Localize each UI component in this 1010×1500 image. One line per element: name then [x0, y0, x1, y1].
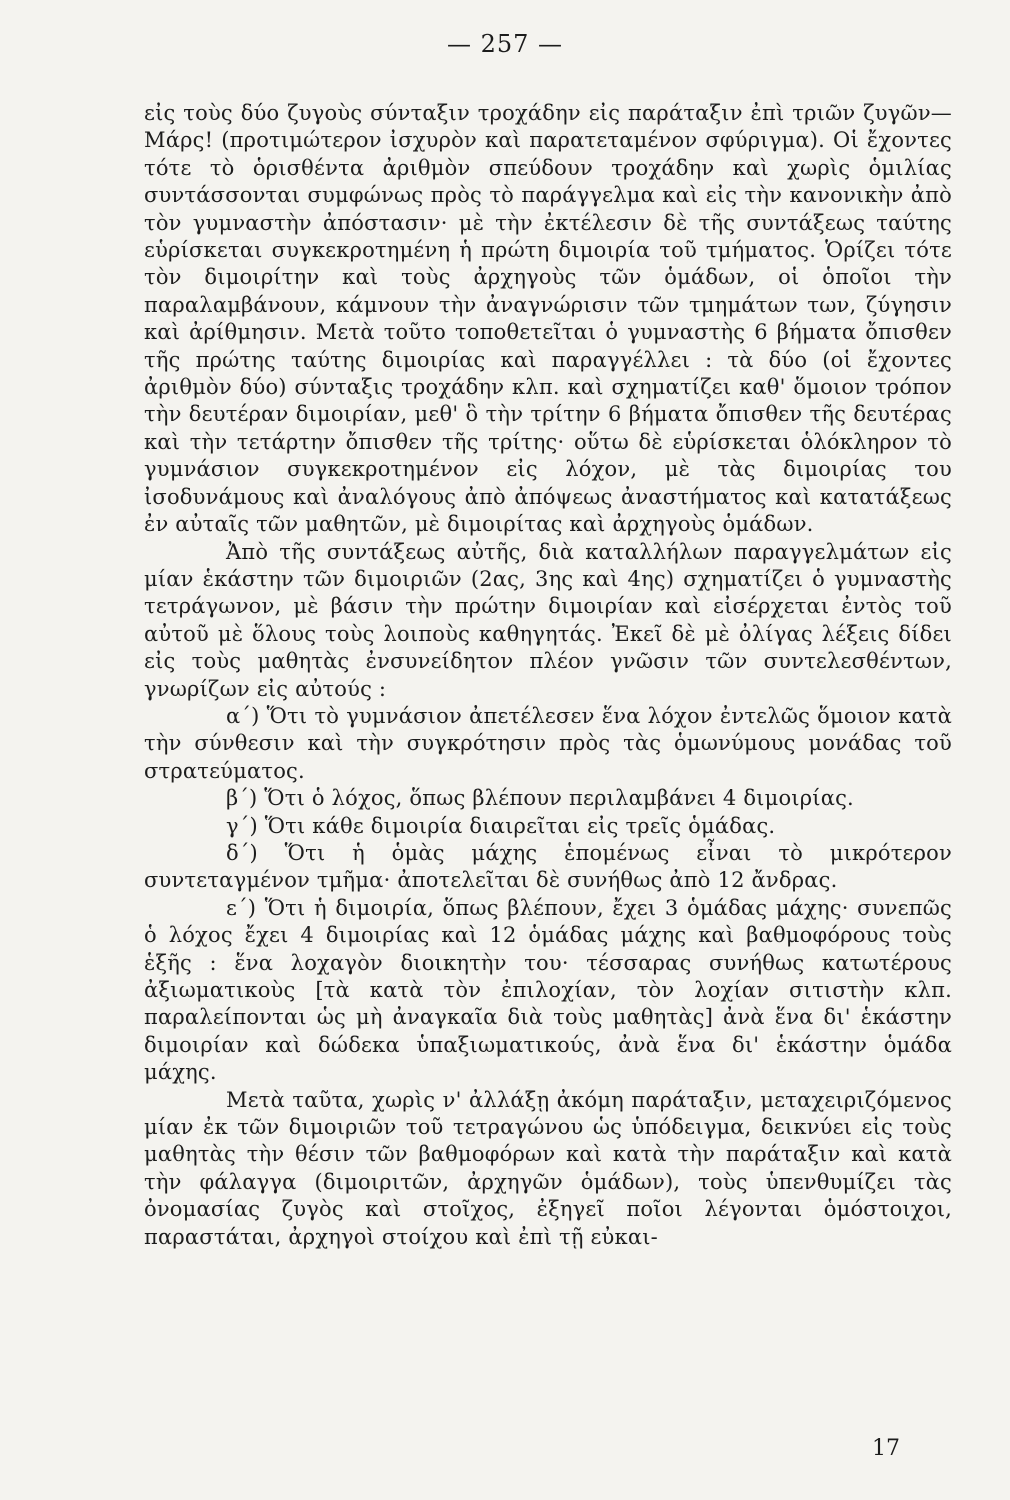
list-item-delta: δ΄) Ὅτι ἡ ὁμὰς μάχης ἑπομένως εἶναι τὸ μικρότερον συντεταγμένον τμῆμα· ἀποτελεῖται δὲ συνήθως ἀπὸ 12 ἄνδρας.: [144, 840, 952, 893]
paragraph-continuation: εἰς τοὺς δύο ζυγοὺς σύνταξιν τροχάδην εἰς παράταξιν ἐπὶ τριῶν ζυγῶν—Μάρς! (προτιμώτερον ἰσχυρὸν καὶ παρατεταμένον σφύριγμα). Οἱ ἔχοντες τότε τὸ ὁρισθέντα ἀριθμὸν σπεύδουν τροχάδην καὶ χωρὶς ὁμιλίας συντάσσονται συμφώνως πρὸς τὸ παράγγελμα καὶ εἰς τὴν κανονικὴν ἀπὸ τὸν γυμναστὴν ἀπόστασιν· μὲ τὴν ἐκτέλεσιν δὲ τῆς συντάξεως ταύτης εὑρίσκεται συγκεκροτημένη ἡ πρώτη διμοιρία τοῦ τμήματος. Ὁρίζει τότε τὸν διμοιρίτην καὶ τοὺς ἀρχηγοὺς τῶν ὁμάδων, οἱ ὁποῖοι τὴν παραλαμβάνουν, κάμνουν τὴν ἀναγνώρισιν τῶν τμημάτων των, ζύγησιν καὶ ἀρίθμησιν. Μετὰ τοῦτο τοποθετεῖται ὁ γυμναστὴς 6 βήματα ὄπισθεν τῆς πρώτης ταύτης διμοιρίας καὶ παραγγέλλει : τὰ δύο (οἱ ἔχοντες ἀριθμὸν δύο) σύνταξις τροχάδην κλπ. καὶ σχηματίζει καθ' ὅμοιον τρόπον τὴν δευτέραν διμοιρίαν, μεθ' ὃ τὴν τρίτην 6 βήματα ὄπισθεν τῆς δευτέρας καὶ τὴν τετάρτην ὄπισθεν τῆς τρίτης· οὕτω δὲ εὑρίσκεται ὁλόκληρον τὸ γυμνάσιον συγκεκροτημένον εἰς λόχον, μὲ τὰς διμοιρίας του ἰσοδυνάμους καὶ ἀναλόγους ἀπὸ ἀπόψεως ἀναστήματος καὶ κατατάξεως ἐν αὐταῖς τῶν μαθητῶν, μὲ διμοιρίτας καὶ ἀρχηγοὺς ὁμάδων.: [144, 101, 952, 537]
list-item-epsilon: ε΄) Ὅτι ἡ διμοιρία, ὅπως βλέπουν, ἔχει 3 ὁμάδας μάχης· συνεπῶς ὁ λόχος ἔχει 4 διμοιρίας καὶ 12 ὁμάδας μάχης καὶ βαθμοφόρους τοὺς ἑξῆς : ἕνα λοχαγὸν διοικητὴν του· τέσσαρας συνήθως κατωτέρους ἀξιωματικοὺς [τὰ κατὰ τὸν ἐπιλοχίαν, τὸν λοχίαν σιτιστὴν κλπ. παραλείπονται ὡς μὴ ἀναγκαῖα διὰ τοὺς μαθητὰς] ἀνὰ ἕνα δι' ἑκάστην διμοιρίαν καὶ δώδεκα ὑπαξιωματικούς, ἀνὰ ἕνα δι' ἑκάστην ὁμάδα μάχης.: [144, 895, 952, 1085]
paragraph-after: Μετὰ ταῦτα, χωρὶς ν' ἀλλάξῃ ἀκόμη παράταξιν, μεταχειριζόμενος μίαν ἐκ τῶν διμοιριῶν τοῦ τετραγώνου ὡς ὑπόδειγμα, δεικνύει εἰς τοὺς μαθητὰς τὴν θέσιν τῶν βαθμοφόρων καὶ κατὰ τὴν παράταξιν καὶ κατὰ τὴν φάλαγγα (διμοιριτῶν, ἀρχηγῶν ὁμάδων), τοὺς ὑπενθυμίζει τὰς ὀνομασίας ζυγὸς καὶ στοῖχος, ἐξηγεῖ ποῖοι λέγονται ὁμόστοιχοι, παραστάται, ἀρχηγοὶ στοίχου καὶ ἐπὶ τῇ εὐκαι-: [144, 1087, 952, 1249]
folio-number: 17: [872, 1436, 900, 1461]
list-item-alpha: α΄) Ὅτι τὸ γυμνάσιον ἀπετέλεσεν ἕνα λόχον ἐντελῶς ὅμοιον κατὰ τὴν σύνθεσιν καὶ τὴν συγκρότησιν πρὸς τὰς ὁμωνύμους μονάδας τοῦ στρατεύματος.: [144, 703, 952, 783]
paragraph-square-formation: Ἀπὸ τῆς συντάξεως αὐτῆς, διὰ καταλλήλων παραγγελμάτων εἰς μίαν ἑκάστην τῶν διμοιριῶν (2ας, 3ης καὶ 4ης) σχηματίζει ὁ γυμναστὴς τετράγωνον, μὲ βάσιν τὴν πρώτην διμοιρίαν καὶ εἰσέρχεται ἐντὸς τοῦ αὐτοῦ μὲ ὅλους τοὺς λοιποὺς καθηγητάς. Ἐκεῖ δὲ μὲ ὀλίγας λέξεις δίδει εἰς τοὺς μαθητὰς ἐνσυνείδητον πλέον γνῶσιν τῶν συντελεσθέντων, γνωρίζων εἰς αὐτούς :: [144, 539, 952, 701]
list-item-beta: β΄) Ὅτι ὁ λόχος, ὅπως βλέπουν περιλαμβάνει 4 διμοιρίας.: [226, 786, 854, 811]
page-number-header: — 257 —: [446, 30, 564, 58]
body-text: [144, 100, 952, 1251]
list-item-gamma: γ΄) Ὅτι κάθε διμοιρία διαιρεῖται εἰς τρεῖς ὁμάδας.: [226, 813, 776, 838]
